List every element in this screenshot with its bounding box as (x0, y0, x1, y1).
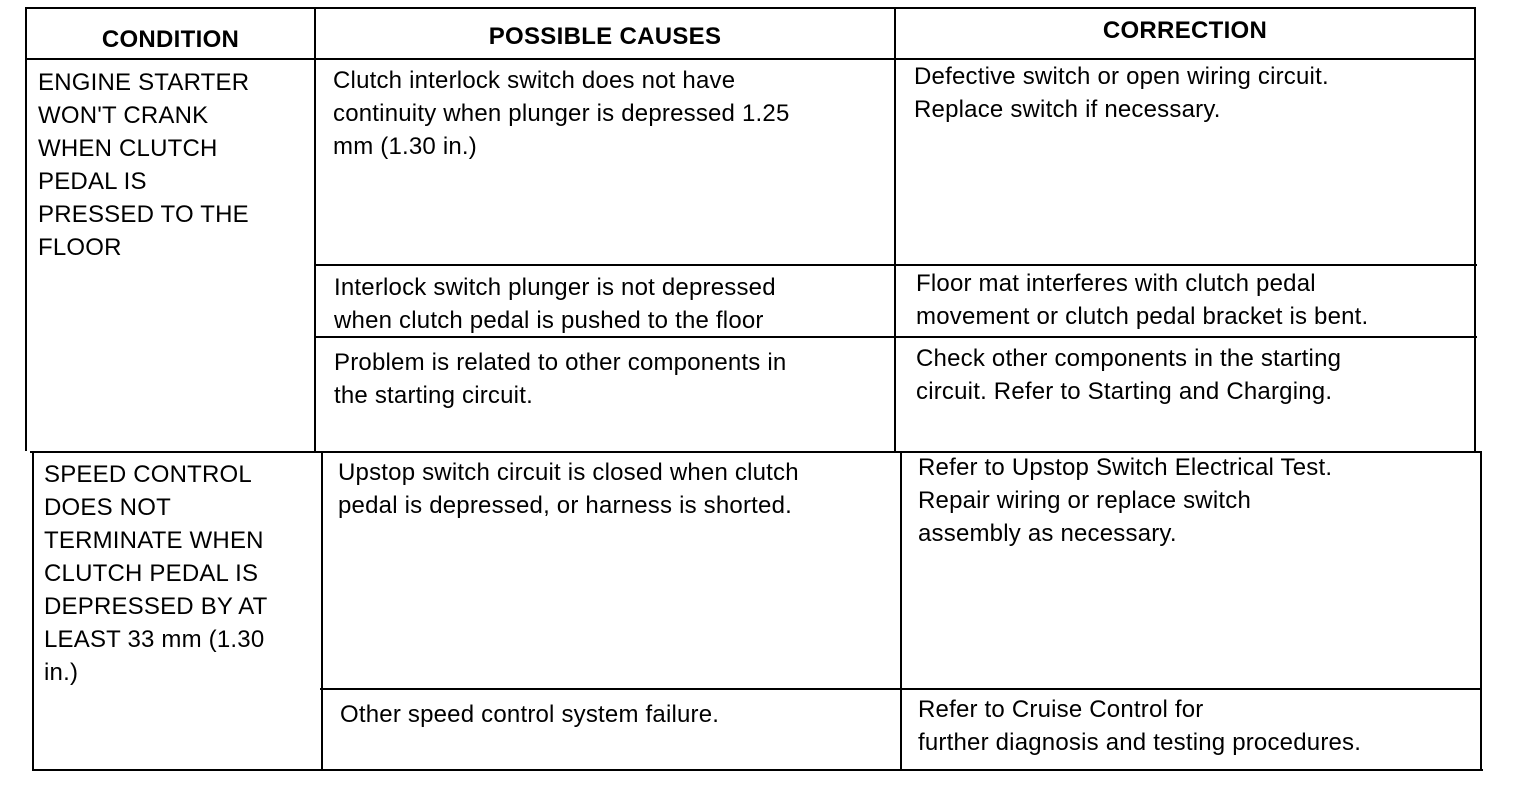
cause-cell: Clutch interlock switch does not have continuity when plunger is depressed 1.25 mm (1.30 in.) (333, 67, 790, 160)
condition-cell: ENGINE STARTER WON'T CRANK WHEN CLUTCH PEDAL IS PRESSED TO THE FLOOR (38, 69, 250, 261)
row-divider-1-1 (315, 264, 1477, 266)
table-left-border-lower (32, 451, 34, 771)
correction-cell: Floor mat interferes with clutch pedal movement or clutch pedal bracket is bent. (916, 270, 1369, 330)
correction-cell: Check other components in the starting circuit. Refer to Starting and Charging. (916, 345, 1342, 405)
cause-cell: Problem is related to other components in the starting circuit. (334, 349, 787, 409)
table-bottom-border (32, 769, 1483, 771)
correction-cell: Refer to Upstop Switch Electrical Test. Repair wiring or replace switch assembly as necessary. (918, 454, 1333, 547)
cause-cell: Upstop switch circuit is closed when clutch pedal is depressed, or harness is shorted. (338, 459, 799, 519)
condition-cell: SPEED CONTROL DOES NOT TERMINATE WHEN CLUTCH PEDAL IS DEPRESSED BY AT LEAST 33 mm (1.30 in.) (44, 461, 268, 686)
column-divider-2 (894, 7, 896, 453)
correction-cell: Refer to Cruise Control for further diagnosis and testing procedures. (918, 696, 1362, 756)
cause-cell: Interlock switch plunger is not depressed when clutch pedal is pushed to the floor (334, 274, 776, 334)
header-possible-causes: POSSIBLE CAUSES (488, 23, 722, 50)
column-divider-2-lower (900, 451, 902, 771)
correction-cell: Defective switch or open wiring circuit. Replace switch if necessary. (914, 63, 1329, 123)
table-right-border-lower (1480, 451, 1482, 771)
table-top-border (25, 7, 1476, 9)
header-condition: CONDITION (101, 26, 240, 53)
table-right-border (1474, 7, 1476, 453)
column-divider-1 (314, 7, 316, 453)
table-left-border (25, 7, 27, 451)
column-divider-1-lower (321, 451, 323, 771)
header-correction: CORRECTION (1102, 17, 1268, 44)
cause-cell: Other speed control system failure. (340, 701, 720, 728)
